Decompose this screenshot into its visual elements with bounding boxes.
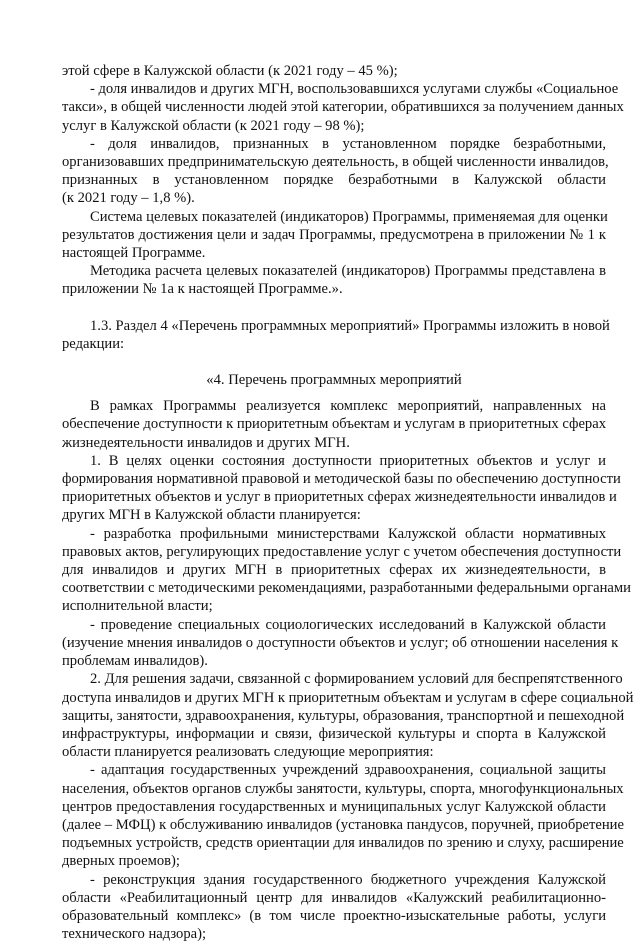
text-line: Методика расчета целевых показателей (индикаторов) Программы представлена в — [90, 263, 606, 280]
text-line: области планируется реализовать следующие мероприятия: — [62, 744, 434, 761]
text-line: - адаптация государственных учреждений здравоохранения, социальной защиты — [90, 762, 606, 779]
text-line: подъемных устройств, средств ориентации для инвалидов по зрению и слуху, расширение — [62, 835, 624, 852]
text-line: для инвалидов и других МГН в приоритетных сферах их жизнедеятельности, в — [62, 562, 606, 579]
text-line: центров предоставления государственных и муниципальных услуг Калужской области — [62, 798, 606, 815]
section-heading: «4. Перечень программных мероприятий — [206, 372, 462, 389]
text-line: обеспечение доступности к приоритетным объектам и услугам в приоритетных сферах — [62, 416, 606, 433]
text-line: - доля инвалидов, признанных в установленном порядке безработными, — [90, 135, 606, 152]
text-line: формирования нормативной правовой и методической базы по обеспечению доступности — [62, 471, 621, 488]
paragraph-item-1-acts — [62, 525, 631, 616]
text-line: (далее – МФЦ) к обслуживанию инвалидов (установка пандусов, поручней, приобретение — [62, 816, 624, 833]
text-line: других МГН в Калужской области планируется: — [62, 507, 361, 524]
text-line: защиты, занятости, здравоохранения, культуры, образования, транспортной и пешеходной — [62, 707, 625, 724]
text-line: Система целевых показателей (индикаторов) Программы, применяемая для оценки — [90, 208, 608, 225]
paragraph-item-2-adaptation — [62, 761, 624, 870]
text-line: проблемам инвалидов). — [62, 653, 208, 670]
text-line: приложении № 1а к настоящей Программе.». — [62, 281, 343, 298]
paragraph-item-1 — [62, 452, 621, 525]
text-line: приоритетных объектов и услуг в приоритетных сферах жизнедеятельности инвалидов и — [62, 489, 617, 506]
text-line: результатов достижения цели и задач Программы, предусмотрена в приложении № 1 к — [62, 226, 606, 243]
text-line: - доля инвалидов и других МГН, воспользовавшихся услугами службы «Социальное — [90, 81, 619, 98]
text-line: признанных в установленном порядке безработными в Калужской области — [62, 172, 606, 189]
text-line: соответствии с методическими рекомендациями, разработанными федеральными органами — [62, 580, 631, 597]
text-line: правовых актов, регулирующих предоставление услуг с учетом обеспечения доступности — [62, 543, 622, 560]
text-line: редакции: — [62, 335, 125, 352]
text-line: В рамках Программы реализуется комплекс мероприятий, направленных на — [90, 398, 606, 415]
text-line: - разработка профильными министерствами Калужской области нормативных — [90, 525, 606, 542]
text-line: исполнительной власти; — [62, 598, 213, 615]
paragraph-section-change — [62, 317, 610, 353]
text-line: такси», в общей численности людей этой категории, обратившихся за получением данных — [62, 99, 624, 116]
text-line: дверных проемов); — [62, 853, 180, 870]
paragraph-item-2-reconstruction — [62, 871, 606, 943]
text-line: организовавших предпринимательскую деятельность, в общей численности инвалидов, — [62, 154, 609, 171]
text-line: технического надзора); — [62, 926, 207, 943]
text-line: (к 2021 году – 1,8 %). — [62, 190, 195, 207]
text-line: 1. В целях оценки состояния доступности приоритетных объектов и услуг и — [90, 452, 606, 469]
text-line: доступа инвалидов и других МГН к приоритетным объектам и услугам в сфере социальной — [62, 689, 634, 706]
text-line: области «Реабилитационный центр для инвалидов «Калужский реабилитационно- — [62, 889, 606, 906]
text-line: (изучение мнения инвалидов о доступности объектов и услуг; об отношении населения к — [62, 634, 619, 651]
paragraph-intro — [62, 397, 606, 452]
text-line: настоящей Программе. — [62, 245, 206, 262]
paragraph-methodology — [62, 262, 606, 298]
text-line: - реконструкция здания государственного бюджетного учреждения Калужской — [90, 871, 606, 888]
text-line: этой сфере в Калужской области (к 2021 году – 45 %); — [62, 63, 398, 79]
text-line: инфраструктуры, информации и связи, физической культуры и спорта в Калужской — [62, 725, 606, 742]
paragraph-indicators-2 — [62, 135, 609, 208]
paragraph-system — [62, 208, 606, 263]
text-line: населения, объектов органов службы занятости, культуры, спорта, многофункциональных — [62, 780, 624, 797]
text-line: услуг в Калужской области (к 2021 году – 98 %); — [62, 117, 365, 134]
text-line: 1.3. Раздел 4 «Перечень программных мероприятий» Программы изложить в новой — [90, 317, 610, 334]
paragraph-item-2 — [62, 670, 634, 761]
text-line: - проведение специальных социологических исследований в Калужской области — [90, 616, 606, 633]
text-line: образовательный комплекс» (в том числе проектно-изыскательные работы, услуги — [62, 907, 606, 924]
paragraph-item-1-research — [62, 616, 619, 671]
text-line: 2. Для решения задачи, связанной с формированием условий для беспрепятственного — [90, 671, 623, 688]
paragraph-indicators-1 — [62, 62, 624, 135]
text-line: жизнедеятельности инвалидов и других МГН. — [62, 434, 350, 451]
